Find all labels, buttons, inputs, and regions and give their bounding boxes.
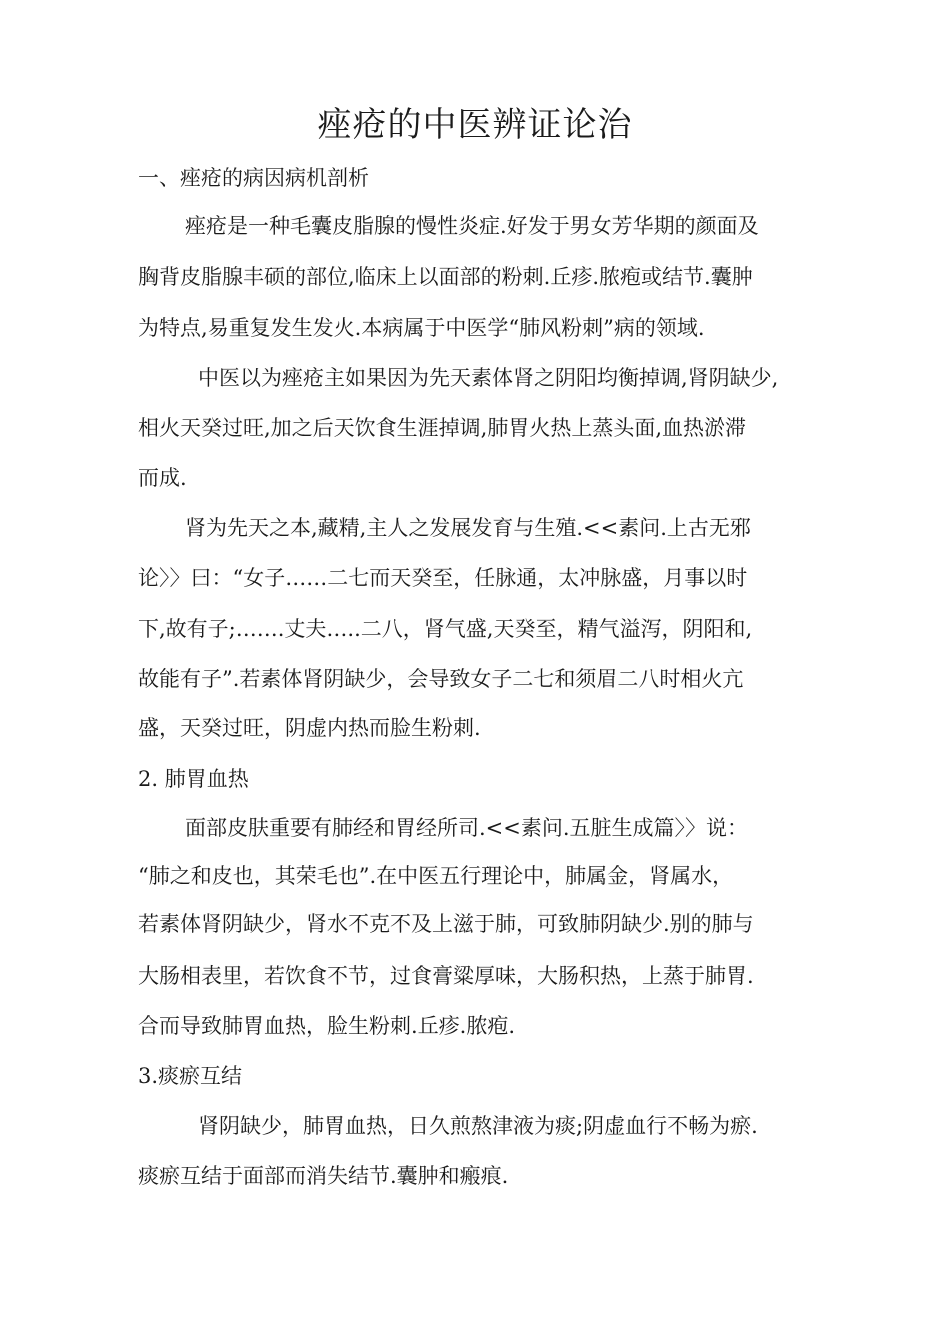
paragraph-line: 故能有子”.若素体肾阴缺少，会导致女子二七和须眉二八时相火亢 (138, 667, 744, 691)
paragraph-line: 肾为先天之本,藏精,主人之发展发育与生殖.<<素问.上古无邪 (185, 516, 751, 540)
paragraph-line: 合而导致肺胃血热，脸生粉刺.丘疹.脓疱. (138, 1014, 516, 1038)
section-heading: 2. 肺胃血热 (138, 767, 249, 791)
paragraph-line: 相火天癸过旺,加之后天饮食生涯掉调,肺胃火热上蒸头面,血热淤滞 (138, 416, 747, 440)
paragraph-line: 下,故有子;…….丈夫…..二八，肾气盛,天癸至，精气溢泻，阴阳和, (138, 617, 753, 641)
document-title: 痤疮的中医辨证论治 (317, 105, 633, 145)
paragraph-line: 而成. (138, 466, 187, 490)
paragraph-line: 为特点,易重复发生发火.本病属于中医学“肺风粉刺”病的领域. (138, 316, 705, 340)
paragraph-line: 痰瘀互结于面部而消失结节.囊肿和瘢痕. (138, 1164, 509, 1188)
paragraph-line: 面部皮肤重要有肺经和胃经所司.<<素问.五脏生成篇〉〉说： (185, 816, 749, 840)
paragraph-line: 胸背皮脂腺丰硕的部位,临床上以面部的粉刺.丘疹.脓疱或结节.囊肿 (138, 265, 753, 289)
paragraph-line: 若素体肾阴缺少，肾水不克不及上滋于肺，可致肺阴缺少.别的肺与 (138, 912, 754, 936)
section-heading: 3.痰瘀互结 (138, 1064, 243, 1088)
section-heading: 一、痤疮的病因病机剖析 (138, 166, 369, 190)
paragraph-line: 中医以为痤疮主如果因为先天素体肾之阴阳均衡掉调,肾阴缺少, (198, 366, 779, 390)
paragraph-line: 盛，天癸过旺，阴虚内热而脸生粉刺. (138, 716, 481, 740)
paragraph-line: 肾阴缺少，肺胃血热，日久煎熬津液为痰;阴虚血行不畅为瘀. (198, 1114, 758, 1138)
paragraph-line: 痤疮是一种毛囊皮脂腺的慢性炎症.好发于男女芳华期的颜面及 (185, 214, 759, 238)
paragraph-line: 论〉〉曰：“女子……二七而天癸至，任脉通，太冲脉盛，月事以时 (138, 566, 748, 590)
paragraph-line: “肺之和皮也，其荣毛也”.在中医五行理论中，肺属金，肾属水， (138, 864, 734, 888)
paragraph-line: 大肠相表里，若饮食不节，过食膏粱厚味，大肠积热，上蒸于肺胃. (138, 964, 754, 988)
